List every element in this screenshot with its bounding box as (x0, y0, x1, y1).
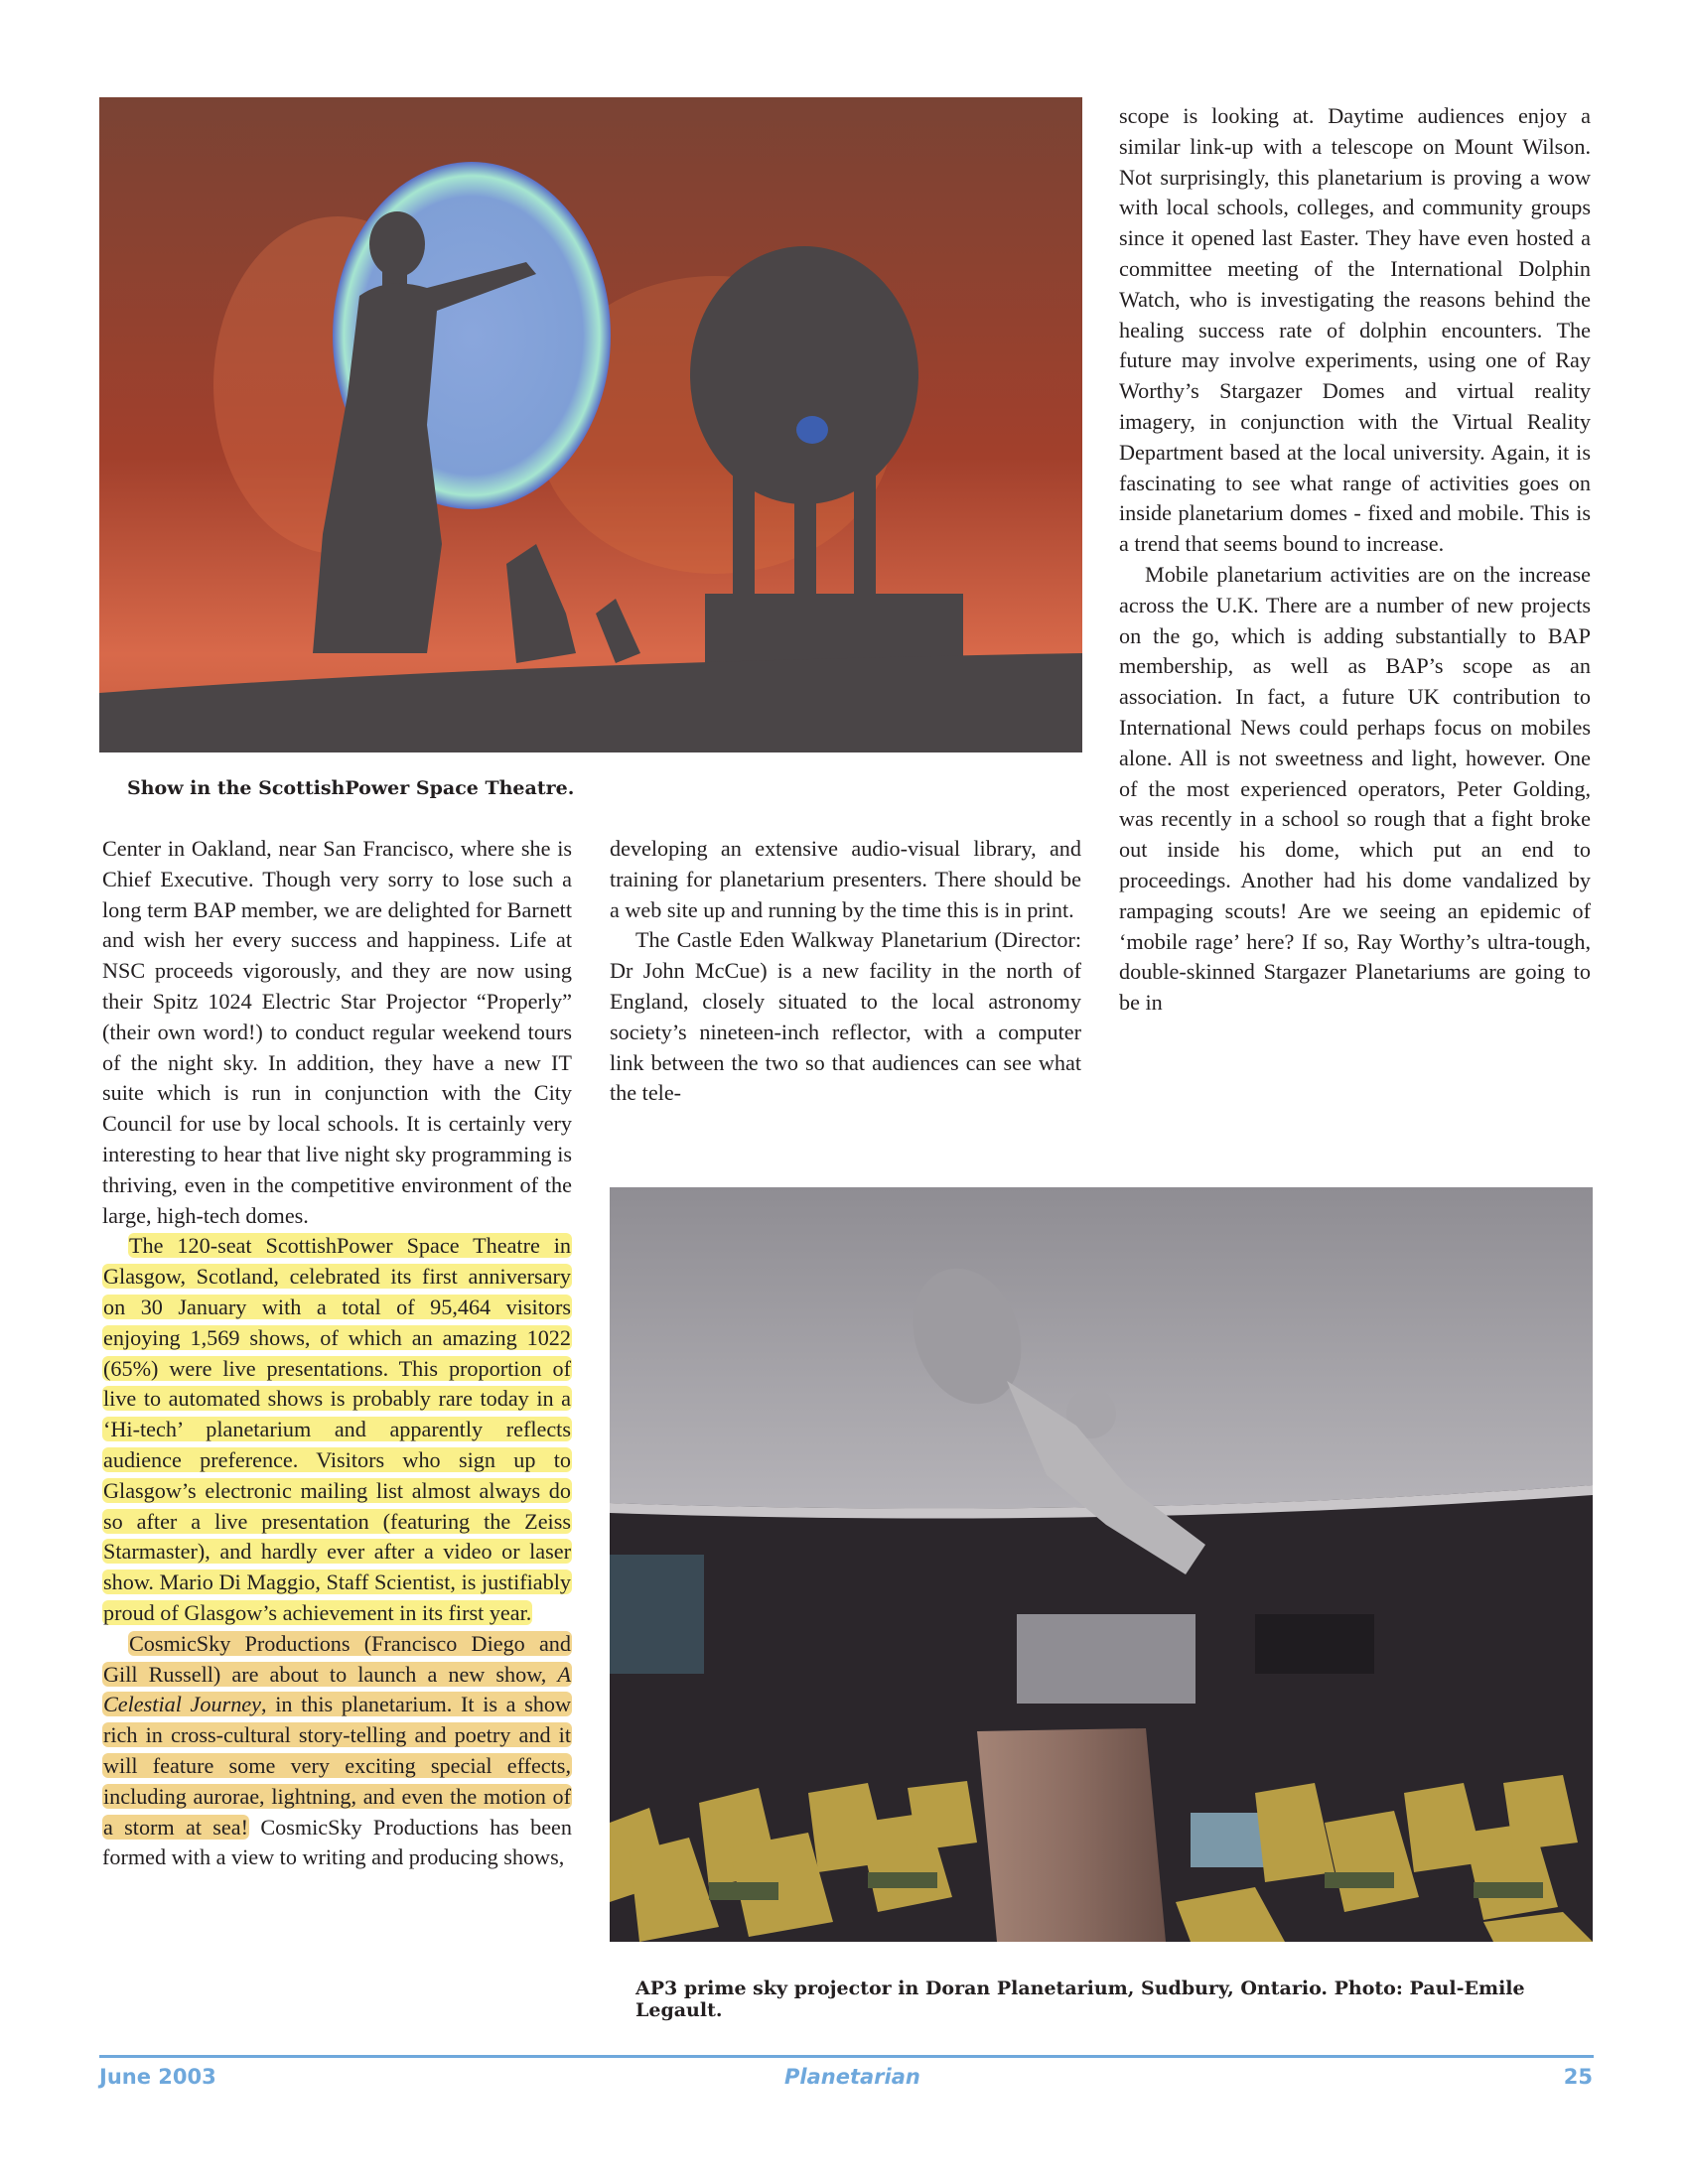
paragraph-mobile-planetaria: Mobile planetarium activities are on the increase across the U.K. There are a number of new projects on the go, which is adding substantially to BAP membership, as well as BAP’s scope as an association. In fact, a future UK contribution to International News could perhaps focus on mobiles alone. All is not sweetness and light, however. One of the most experienced operators, Peter Golding, was recently in a school so rough that a fight broke out inside his dome, which put an end to proceedings. Another had his dome vandalized by rampaging scouts! Are we seeing an epidemic of ‘mobile rage’ here? If so, Ray Worthy’s ultra-tough, double-skinned Stargazer Planetariums are going to be in (1119, 561, 1591, 1016)
highlight-orange (102, 1631, 572, 1840)
paragraph-glasgow (102, 1231, 572, 1628)
photo-caption-bottom: AP3 prime sky projector in Doran Planetarium, Sudbury, Ontario. Photo: Paul-Emile Legault. (635, 1978, 1525, 2021)
show-title: A Celestial Journey (103, 1661, 571, 1717)
wall-window (610, 1555, 704, 1674)
highlight-yellow: The 120-seat ScottishPower Space Theatre in Glasgow, Scotland, celebrated its first anniversary on 30 January with a total of 95,464 visitors enjoying 1,569 shows, of which an amazing 1022 (65%) were live presentations. This proportion of live to automated shows is probably rare today in a ‘Hi-tech’ planetarium and apparently reflects audience preference. Visitors who sign up to Glasgow’s electronic mailing list almost always do so after a live presentation (featuring the Zeiss Starmaster), and hardly ever after a video or laser show. Mario Di Maggio, Staff Scientist, is justifiably proud of Glasgow’s achievement in its first year. (103, 1233, 571, 1625)
text-span: CosmicSky Productions has been formed with a view to writing and producing shows, (102, 1814, 572, 1870)
paragraph-castle-eden: The Castle Eden Walkway Planetarium (Director: Dr John McCue) is a new facility in the north of England, closely situated to the local astronomy society’s nineteen-inch reflector, with a computer link between the two so that audiences can see what the tele- (610, 927, 1081, 1106)
control-panel (1255, 1614, 1374, 1674)
footer-page-number: 25 (1563, 2065, 1593, 2089)
console-box (1191, 1813, 1265, 1867)
text-span: , in this planetarium. It is a show rich in cross-cultural story-telling and poetry and it will feature some very exciting special effects, including aurorae, lightning, and even the motion of a storm at sea! (103, 1692, 571, 1840)
photo-caption-top: Show in the ScottishPower Space Theatre. (127, 777, 575, 799)
text-column-right (1119, 101, 1591, 1019)
footer-rule (99, 2055, 1594, 2058)
paragraph-castle-eden-cont: scope is looking at. Daytime audiences enjoy a similar link-up with a telescope on Mount Wilson. Not surprisingly, this planetarium is proving a wow with local schools, colleges, and community groups since it opened last Easter. They have even hosted a committee meeting of the International Dolphin Watch, who is investigating the reasons behind the healing success rate of dolphin encounters. The future may involve experiments, using one of Ray Worthy’s Stargazer Domes and virtual reality imagery, in conjunction with the Virtual Reality Department based at the local university. Again, it is fascinating to see what range of activities goes on inside planetarium domes - fixed and mobile. This is a trend that seems bound to increase. (1119, 103, 1591, 557)
paragraph-cosmicsky-cont: developing an extensive audio-visual library, and training for planetarium presenters. There should be a web site up and running by the time this is in print. (610, 836, 1081, 922)
space-theatre-illustration (99, 97, 1082, 752)
projector-pedestal (977, 1728, 1166, 1942)
paragraph-nsc: Center in Oakland, near San Francisco, where she is Chief Executive. Though very sorry to lose such a long term BAP member, we are delighted for Barnett and wish her every success and happiness. Life at NSC proceeds vigorously, and they are now using their Spitz 1024 Electric Star Projector “Properly” (their own word!) to conduct regular weekend tours of the night sky. In addition, they have a new IT suite which is run in conjunction with the City Council for use by local schools. It is certainly very interesting to hear that live night sky programming is thriving, even in the competitive environment of the large, high-tech domes. (102, 836, 572, 1228)
photo-space-theatre-show (99, 97, 1082, 752)
text-span: CosmicSky Productions (Francisco Diego and Gill Russell) are about to launch a new show, (103, 1630, 571, 1687)
footer-publication-title: Planetarian (784, 2065, 920, 2089)
text-column-middle (610, 834, 1081, 1109)
planetarium-interior-illustration (610, 1187, 1593, 1942)
footer-date: June 2003 (99, 2065, 216, 2089)
text-column-left (102, 834, 572, 1873)
paragraph-cosmicsky (102, 1629, 572, 1873)
photo-doran-planetarium (610, 1187, 1593, 1942)
